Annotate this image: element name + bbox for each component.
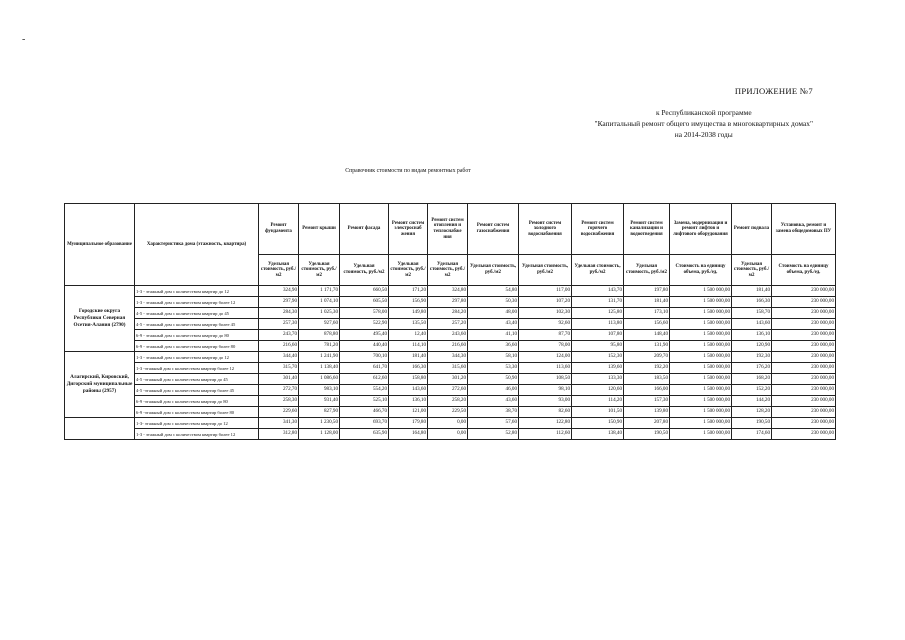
value-cell: 57,60: [468, 418, 519, 429]
value-cell: 181,40: [624, 297, 670, 308]
value-cell: 120,90: [732, 341, 772, 352]
house-type-cell: 6-9 - этажный дом с количеством квартир более 80: [135, 341, 259, 352]
col-header-2: Ремонт фундамента: [259, 204, 299, 255]
value-cell: 114,10: [389, 341, 428, 352]
table-row: [65, 308, 836, 319]
house-type-cell: 1-3 - этажный дом с количеством квартир более 12: [135, 297, 259, 308]
value-cell: 1 138,40: [299, 363, 340, 374]
value-cell: 1 500 000,00: [670, 341, 732, 352]
value-cell: 1 500 000,00: [670, 363, 732, 374]
value-cell: 315,60: [428, 363, 468, 374]
value-cell: 324,90: [259, 286, 299, 297]
col-header-4: Ремонт фасада: [340, 204, 389, 255]
value-cell: 1 171,70: [299, 286, 340, 297]
house-type-cell: 1-3 -этажный дом с количеством квартир более 12: [135, 363, 259, 374]
value-cell: 230 000,00: [772, 286, 836, 297]
value-cell: 166,00: [624, 385, 670, 396]
value-cell: 98,10: [519, 385, 572, 396]
value-cell: 578,00: [340, 308, 389, 319]
value-cell: 230 000,00: [772, 341, 836, 352]
value-cell: 192,30: [732, 352, 772, 363]
value-cell: 230 000,00: [772, 374, 836, 385]
value-cell: 257,20: [428, 319, 468, 330]
value-cell: 48,00: [468, 308, 519, 319]
unit-cell: Удельная стоимость, руб./м2: [572, 255, 624, 286]
value-cell: 43,40: [468, 319, 519, 330]
value-cell: 230 000,00: [772, 396, 836, 407]
value-cell: 216,60: [428, 341, 468, 352]
unit-cell: Стоимость на единицу объема, руб./ед.: [772, 255, 836, 286]
value-cell: 92,60: [519, 319, 572, 330]
value-cell: 660,50: [340, 286, 389, 297]
header-line-3: на 2014-2038 годы: [674, 130, 733, 139]
value-cell: 95,80: [572, 341, 624, 352]
value-cell: 168,20: [732, 374, 772, 385]
value-cell: 46,00: [468, 385, 519, 396]
value-cell: 1 500 000,00: [670, 385, 732, 396]
value-cell: 344,40: [259, 352, 299, 363]
value-cell: 166,30: [389, 363, 428, 374]
value-cell: 1 074,10: [299, 297, 340, 308]
value-cell: 53,30: [468, 363, 519, 374]
value-cell: 495,40: [340, 330, 389, 341]
value-cell: 117,00: [519, 286, 572, 297]
value-cell: 1 500 000,00: [670, 308, 732, 319]
value-cell: 207,80: [624, 418, 670, 429]
value-cell: 641,70: [340, 363, 389, 374]
col-header-5: Ремонт систем электроснаб жения: [389, 204, 428, 255]
value-cell: 1 025,30: [299, 308, 340, 319]
value-cell: 192,20: [624, 363, 670, 374]
value-cell: 52,80: [468, 429, 519, 440]
value-cell: 324,80: [428, 286, 468, 297]
value-cell: 120,60: [572, 385, 624, 396]
value-cell: 113,60: [519, 363, 572, 374]
col-header-1: Характеристика дома (этажность, квартира): [135, 204, 259, 286]
value-cell: 983,10: [299, 385, 340, 396]
value-cell: 243,70: [259, 330, 299, 341]
value-cell: 827,90: [299, 407, 340, 418]
table-row: [65, 319, 836, 330]
table-row: [65, 352, 836, 363]
value-cell: 525,10: [340, 396, 389, 407]
value-cell: 272,60: [428, 385, 468, 396]
value-cell: 107,20: [519, 297, 572, 308]
value-cell: 1 128,00: [299, 429, 340, 440]
value-cell: 112,60: [519, 429, 572, 440]
value-cell: 243,60: [428, 330, 468, 341]
value-cell: 164,80: [389, 429, 428, 440]
table-row: [65, 429, 836, 440]
unit-cell: Стоимость на единицу объема, руб./ед.: [670, 255, 732, 286]
col-header-12: Ремонт подвала: [732, 204, 772, 255]
value-cell: 136,10: [389, 396, 428, 407]
value-cell: 1 500 000,00: [670, 429, 732, 440]
value-cell: 284,20: [428, 308, 468, 319]
value-cell: 927,60: [299, 319, 340, 330]
house-type-cell: 4-5 -этажный дом с количеством квартир более 45: [135, 385, 259, 396]
value-cell: 156,60: [624, 319, 670, 330]
value-cell: 158,80: [389, 374, 428, 385]
col-header-10: Ремонт систем канализации и водоотведения: [624, 204, 670, 255]
house-type-cell: 1-3 - этажный дом с количеством квартир до 12: [135, 286, 259, 297]
value-cell: 87,70: [519, 330, 572, 341]
table-row: [65, 407, 836, 418]
value-cell: 179,80: [389, 418, 428, 429]
value-cell: 38,70: [468, 407, 519, 418]
house-type-cell: 1-3 - этажный дом с количеством квартир до 12: [135, 352, 259, 363]
value-cell: 1 500 000,00: [670, 352, 732, 363]
value-cell: 1 500 000,00: [670, 286, 732, 297]
value-cell: 107,80: [572, 330, 624, 341]
unit-cell: Удельная стоимость, руб./м2: [468, 255, 519, 286]
value-cell: 108,50: [519, 374, 572, 385]
value-cell: 301,20: [428, 374, 468, 385]
col-header-6: Ремонт систем отопления и теплоснабже ния: [428, 204, 468, 255]
value-cell: 122,80: [519, 418, 572, 429]
house-type-cell: 4-5 - этажный дом с количеством квартир более 45: [135, 319, 259, 330]
value-cell: 131,90: [624, 341, 670, 352]
value-cell: 183,50: [624, 374, 670, 385]
value-cell: 125,80: [572, 308, 624, 319]
house-type-cell: 6-9 - этажный дом с количеством квартир до 80: [135, 330, 259, 341]
value-cell: 41,10: [468, 330, 519, 341]
col-header-13: Установка, ремонт и замена общедомовых ПУ: [772, 204, 836, 255]
value-cell: 181,40: [732, 286, 772, 297]
value-cell: 114,20: [572, 396, 624, 407]
value-cell: 230 000,00: [772, 385, 836, 396]
value-cell: 1 500 000,00: [670, 297, 732, 308]
value-cell: 1 500 000,00: [670, 319, 732, 330]
value-cell: 230 000,00: [772, 429, 836, 440]
cost-table: [64, 203, 836, 440]
value-cell: 216,60: [259, 341, 299, 352]
house-type-cell: 4-5 - этажный дом с количеством квартир до 45: [135, 308, 259, 319]
value-cell: 36,60: [468, 341, 519, 352]
value-cell: 152,30: [572, 352, 624, 363]
value-cell: 143,70: [572, 286, 624, 297]
value-cell: 157,30: [624, 396, 670, 407]
table-row: [65, 286, 836, 297]
value-cell: 173,10: [624, 308, 670, 319]
value-cell: 612,60: [340, 374, 389, 385]
unit-cell: Удельная стоимость, руб./м2: [389, 255, 428, 286]
value-cell: 149,80: [389, 308, 428, 319]
value-cell: 82,60: [519, 407, 572, 418]
value-cell: 230 000,00: [772, 363, 836, 374]
value-cell: 315,70: [259, 363, 299, 374]
unit-cell: Удельная стоимость, руб./м2: [259, 255, 299, 286]
col-header-0: Муниципальное образование: [65, 204, 135, 286]
value-cell: 230 000,00: [772, 407, 836, 418]
value-cell: 143,60: [732, 319, 772, 330]
municipality-cell: Алагирский, Кировский, Дигорский муниципальные районы (2957): [65, 352, 135, 418]
house-type-cell: 1-3- этажный дом с количеством квартир до 12: [135, 418, 259, 429]
value-cell: 171,20: [389, 286, 428, 297]
value-cell: 50,90: [468, 374, 519, 385]
value-cell: 781,20: [299, 341, 340, 352]
value-cell: 230 000,00: [772, 297, 836, 308]
value-cell: 1 500 000,00: [670, 396, 732, 407]
header-line-1: к Республиканской программе: [655, 108, 752, 117]
value-cell: 258,20: [428, 396, 468, 407]
header-line-2: "Капитальный ремонт общего имущества в многоквартирных домах": [594, 119, 813, 128]
municipality-cell: Городские округа Республики Северная Осетия-Алания (2790): [65, 286, 135, 352]
value-cell: 230 000,00: [772, 330, 836, 341]
value-cell: 58,10: [468, 352, 519, 363]
unit-cell: Удельная стоимость, руб./м2: [624, 255, 670, 286]
unit-cell: Удельная стоимость, руб./м2: [519, 255, 572, 286]
value-cell: 230 000,00: [772, 352, 836, 363]
value-cell: 1 500 000,00: [670, 374, 732, 385]
value-cell: 878,80: [299, 330, 340, 341]
value-cell: 466,70: [340, 407, 389, 418]
value-cell: 554,20: [340, 385, 389, 396]
value-cell: 635,90: [340, 429, 389, 440]
table-row: [65, 297, 836, 308]
value-cell: 190,50: [624, 429, 670, 440]
value-cell: 230 000,00: [772, 308, 836, 319]
value-cell: 258,30: [259, 396, 299, 407]
value-cell: 0,00: [428, 429, 468, 440]
value-cell: 150,90: [572, 418, 624, 429]
value-cell: 1 500 000,00: [670, 418, 732, 429]
value-cell: 1 086,60: [299, 374, 340, 385]
scan-mark: -: [22, 34, 26, 45]
value-cell: 135,50: [389, 319, 428, 330]
value-cell: 144,20: [732, 396, 772, 407]
value-cell: 1 500 000,00: [670, 407, 732, 418]
table-row: [65, 385, 836, 396]
value-cell: 54,80: [468, 286, 519, 297]
value-cell: 143,60: [389, 385, 428, 396]
table-title: Справочник стоимости по видам ремонтных работ: [345, 168, 471, 174]
value-cell: 209,70: [624, 352, 670, 363]
unit-cell: Удельная стоимость, руб./м2: [340, 255, 389, 286]
value-cell: 139,80: [624, 407, 670, 418]
value-cell: 693,70: [340, 418, 389, 429]
value-cell: 272,70: [259, 385, 299, 396]
value-cell: 197,80: [624, 286, 670, 297]
value-cell: 158,70: [732, 308, 772, 319]
value-cell: 181,40: [389, 352, 428, 363]
value-cell: 229,50: [428, 407, 468, 418]
value-cell: 257,30: [259, 319, 299, 330]
table-row: [65, 418, 836, 429]
value-cell: 230 000,00: [772, 319, 836, 330]
value-cell: 78,00: [519, 341, 572, 352]
value-cell: 124,00: [519, 352, 572, 363]
value-cell: 93,00: [519, 396, 572, 407]
col-header-8: Ремонт систем холодного водоснабжения: [519, 204, 572, 255]
value-cell: 190,50: [732, 418, 772, 429]
value-cell: 139,60: [572, 363, 624, 374]
table-row: [65, 341, 836, 352]
value-cell: 152,20: [732, 385, 772, 396]
value-cell: 1 230,50: [299, 418, 340, 429]
value-cell: 0,00: [428, 418, 468, 429]
value-cell: 1 500 000,00: [670, 330, 732, 341]
value-cell: 284,30: [259, 308, 299, 319]
value-cell: 297,90: [259, 297, 299, 308]
value-cell: 113,80: [572, 319, 624, 330]
col-header-11: Замена, модернизация и ремонт лифтов и лифтового оборудования: [670, 204, 732, 255]
value-cell: 931,40: [299, 396, 340, 407]
value-cell: 166,30: [732, 297, 772, 308]
value-cell: 176,20: [732, 363, 772, 374]
table-row: [65, 374, 836, 385]
header-row: [65, 204, 836, 255]
value-cell: 12,40: [389, 330, 428, 341]
unit-cell: Удельная стоимость, руб./м2: [732, 255, 772, 286]
value-cell: 1 241,90: [299, 352, 340, 363]
house-type-cell: 6-9 -этажный дом с количеством квартир более 80: [135, 407, 259, 418]
value-cell: 133,30: [572, 374, 624, 385]
value-cell: 174,60: [732, 429, 772, 440]
value-cell: 43,60: [468, 396, 519, 407]
col-header-9: Ремонт систем горячего водоснабжения: [572, 204, 624, 255]
appendix-title: ПРИЛОЖЕНИЕ №7: [734, 86, 813, 96]
value-cell: 50,30: [468, 297, 519, 308]
col-header-7: Ремонт систем газоснабжения: [468, 204, 519, 255]
value-cell: 131,70: [572, 297, 624, 308]
table-row: [65, 396, 836, 407]
value-cell: 301,40: [259, 374, 299, 385]
value-cell: 156,90: [389, 297, 428, 308]
value-cell: 341,30: [259, 418, 299, 429]
value-cell: 440,40: [340, 341, 389, 352]
value-cell: 148,40: [624, 330, 670, 341]
house-type-cell: 6-9 -этажный дом с количеством квартир до 80: [135, 396, 259, 407]
value-cell: 229,60: [259, 407, 299, 418]
value-cell: 101,50: [572, 407, 624, 418]
table-row: [65, 330, 836, 341]
value-cell: 297,80: [428, 297, 468, 308]
unit-cell: Удельная стоимость, руб./м2: [299, 255, 340, 286]
value-cell: 138,40: [572, 429, 624, 440]
unit-cell: Удельная стоимость, руб./м2: [428, 255, 468, 286]
table-body: [65, 286, 836, 440]
value-cell: 522,90: [340, 319, 389, 330]
col-header-3: Ремонт крыши: [299, 204, 340, 255]
value-cell: 121,00: [389, 407, 428, 418]
house-type-cell: 1-3 - этажный дом с количеством квартир более 12: [135, 429, 259, 440]
value-cell: 230 000,00: [772, 418, 836, 429]
municipality-cell: [65, 418, 135, 440]
house-type-cell: 4-5 -этажный дом с количеством квартир до 45: [135, 374, 259, 385]
value-cell: 605,50: [340, 297, 389, 308]
table-row: [65, 363, 836, 374]
value-cell: 136,10: [732, 330, 772, 341]
document-header: [595, 86, 813, 140]
value-cell: 128,20: [732, 407, 772, 418]
value-cell: 344,30: [428, 352, 468, 363]
value-cell: 102,30: [519, 308, 572, 319]
value-cell: 700,10: [340, 352, 389, 363]
value-cell: 312,80: [259, 429, 299, 440]
